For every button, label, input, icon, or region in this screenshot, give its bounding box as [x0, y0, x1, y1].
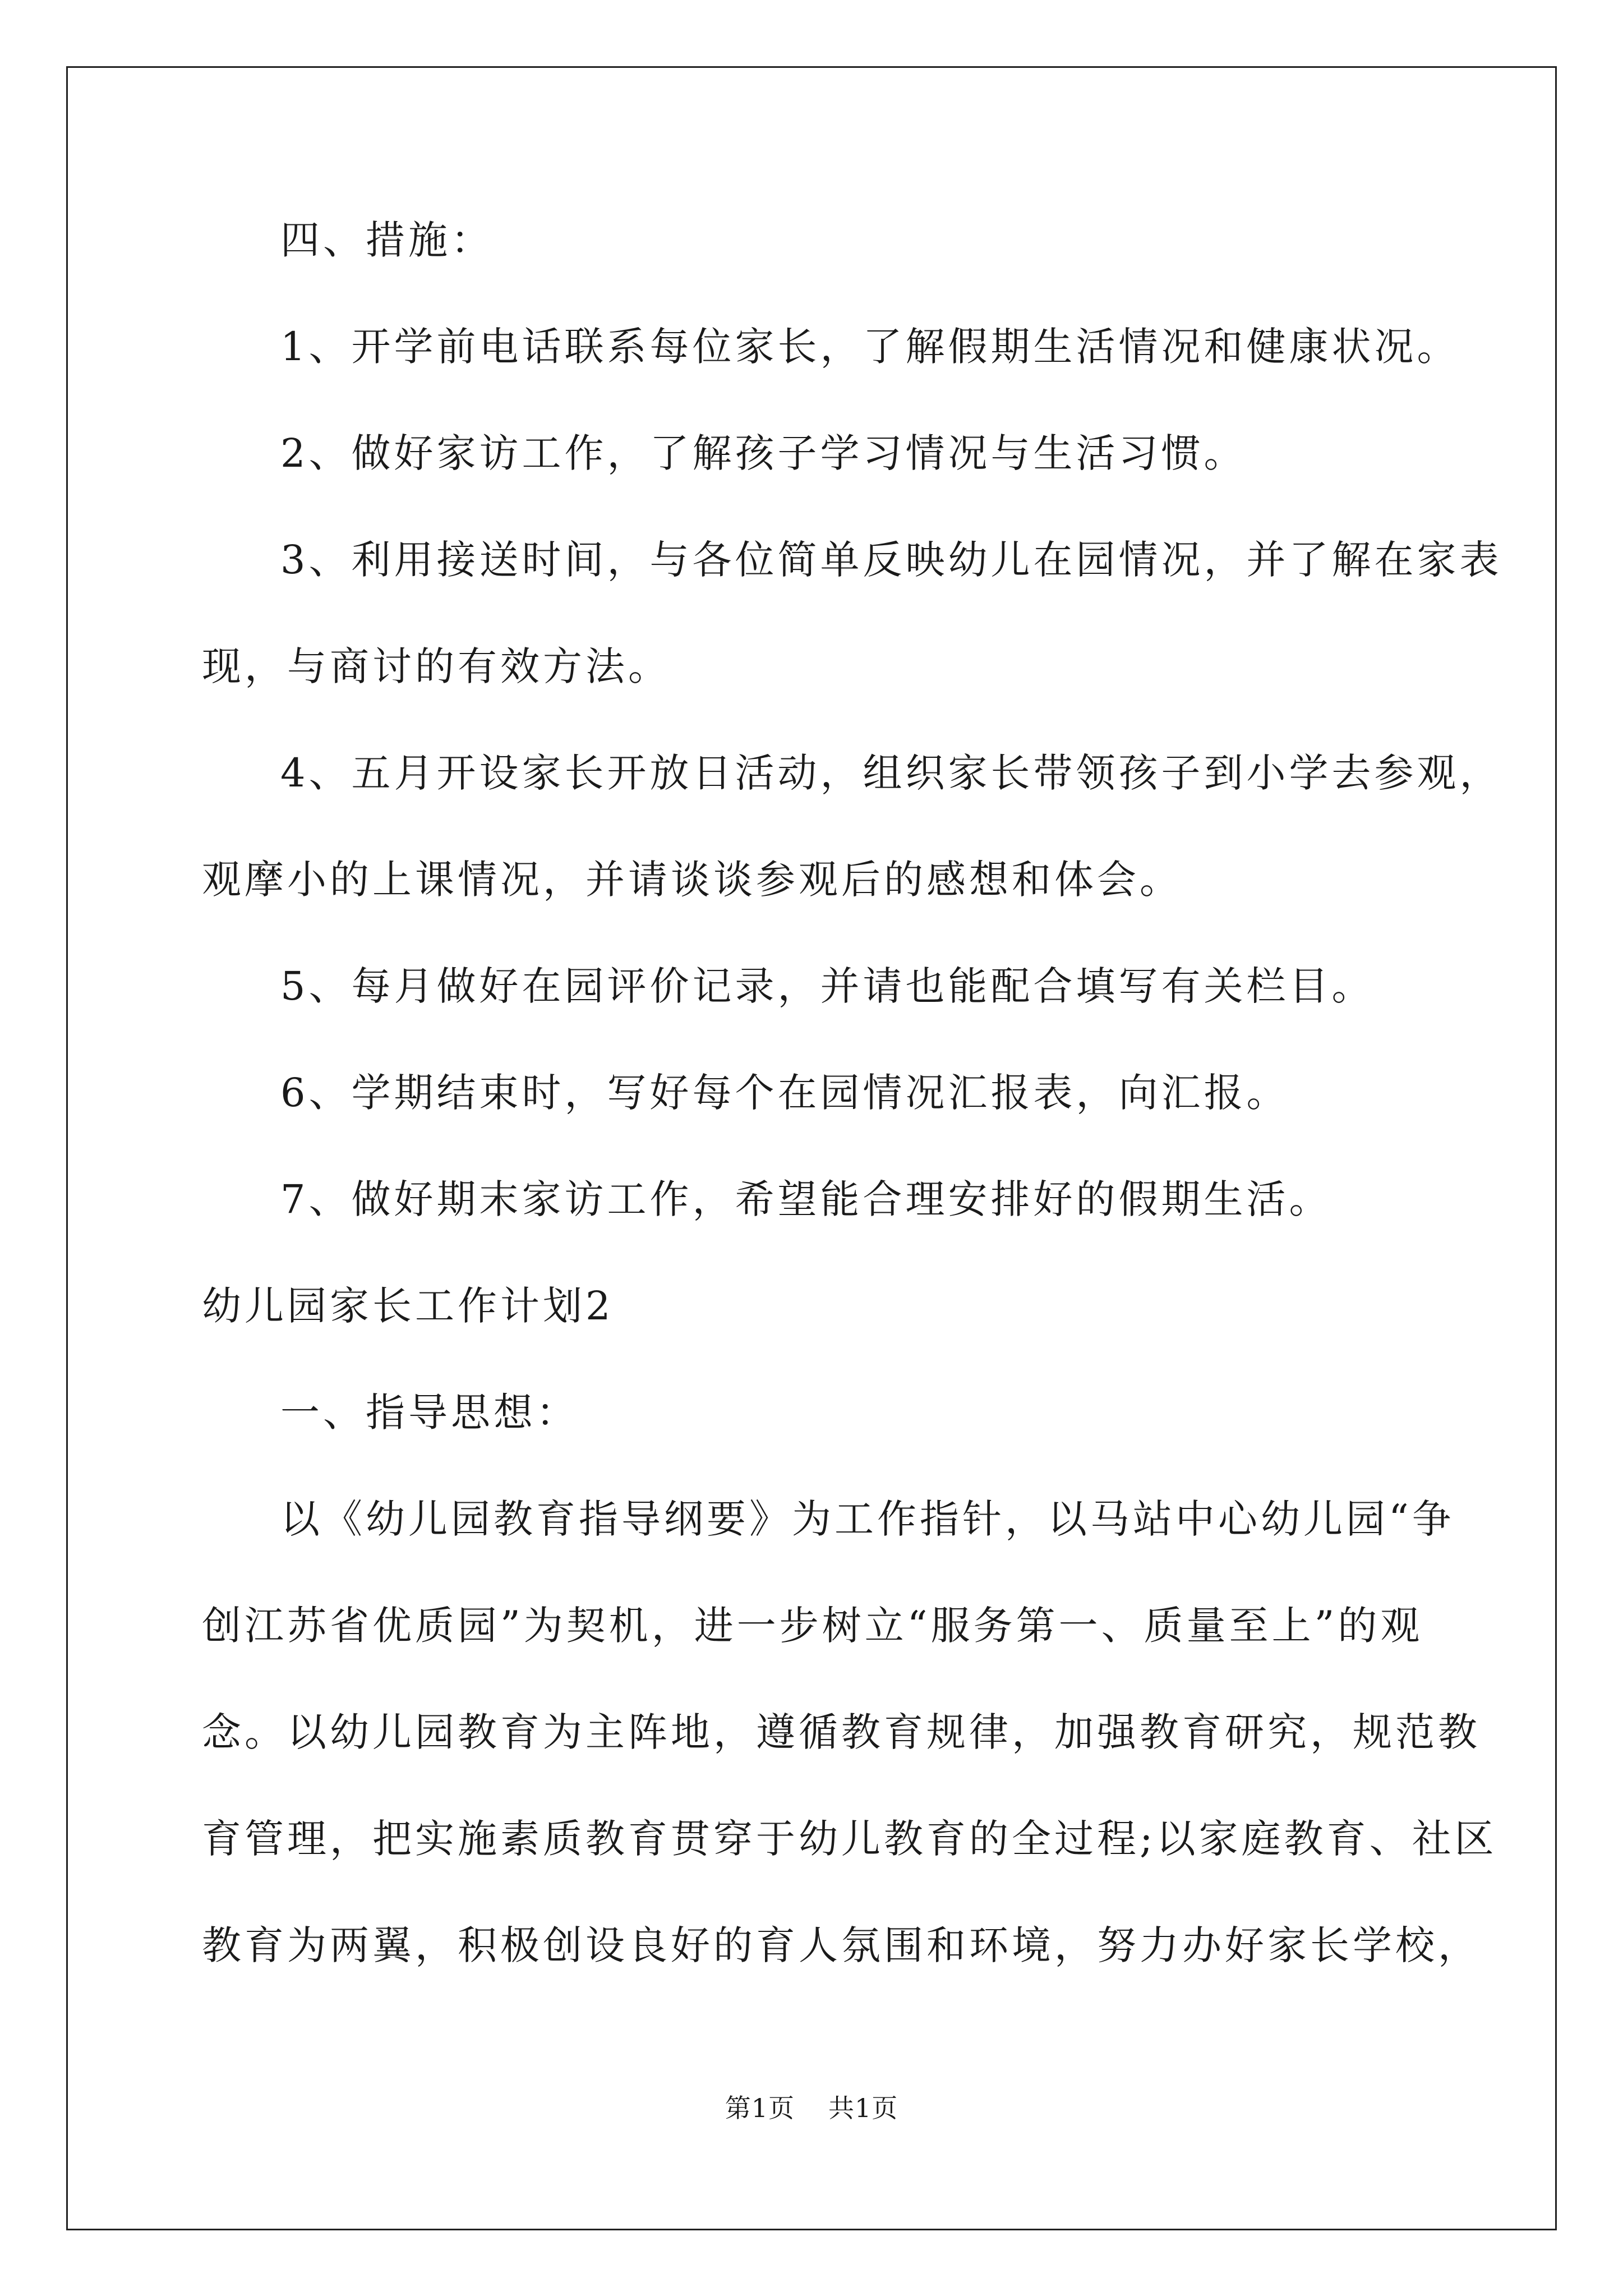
page-number-current: 第1页 — [725, 2093, 795, 2123]
section-heading-measures: 四、措施： — [280, 217, 494, 263]
paragraph-line: 2、做好家访工作，了解孩子学习情况与生活习惯。 — [280, 430, 1247, 476]
paragraph-line: 现，与商讨的有效方法。 — [202, 643, 671, 689]
section-heading-guiding-thought: 一、指导思想： — [280, 1389, 579, 1435]
paragraph-line: 教育为两翼，积极创设良好的育人氛围和环境，努力办好家长学校， — [202, 1922, 1481, 1968]
paragraph-line: 观摩小的上课情况，并请谈谈参观后的感想和体会。 — [202, 857, 1182, 903]
paragraph-line: 念。以幼儿园教育为主阵地，遵循教育规律，加强教育研究，规范教 — [202, 1709, 1481, 1755]
paragraph-line: 4、五月开设家长开放日活动，组织家长带领孩子到小学去参观， — [280, 750, 1502, 796]
paragraph-line: 5、每月做好在园评价记录，并请也能配合填写有关栏目。 — [280, 963, 1375, 1009]
paragraph-line: 7、做好期末家访工作，希望能合理安排好的假期生活。 — [280, 1176, 1332, 1222]
paragraph-line: 育管理，把实施素质教育贯穿于幼儿教育的全过程;以家庭教育、社区 — [202, 1816, 1497, 1862]
paragraph-line: 3、利用接送时间，与各位简单反映幼儿在园情况，并了解在家表 — [280, 537, 1502, 583]
paragraph-line: 以《幼儿园教育指导纲要》为工作指针，以马站中心幼儿园“争 — [280, 1496, 1455, 1542]
paragraph-line: 1、开学前电话联系每位家长，了解假期生活情况和健康状况。 — [280, 324, 1460, 370]
page-number-total: 共1页 — [828, 2093, 898, 2123]
paragraph-line: 创江苏省优质园”为契机，进一步树立“服务第一、质量至上”的观 — [202, 1603, 1423, 1649]
document-title: 幼儿园家长工作计划2 — [202, 1283, 614, 1329]
page-footer — [0, 2091, 1623, 2125]
paragraph-line: 6、学期结束时，写好每个在园情况汇报表，向汇报。 — [280, 1070, 1289, 1116]
